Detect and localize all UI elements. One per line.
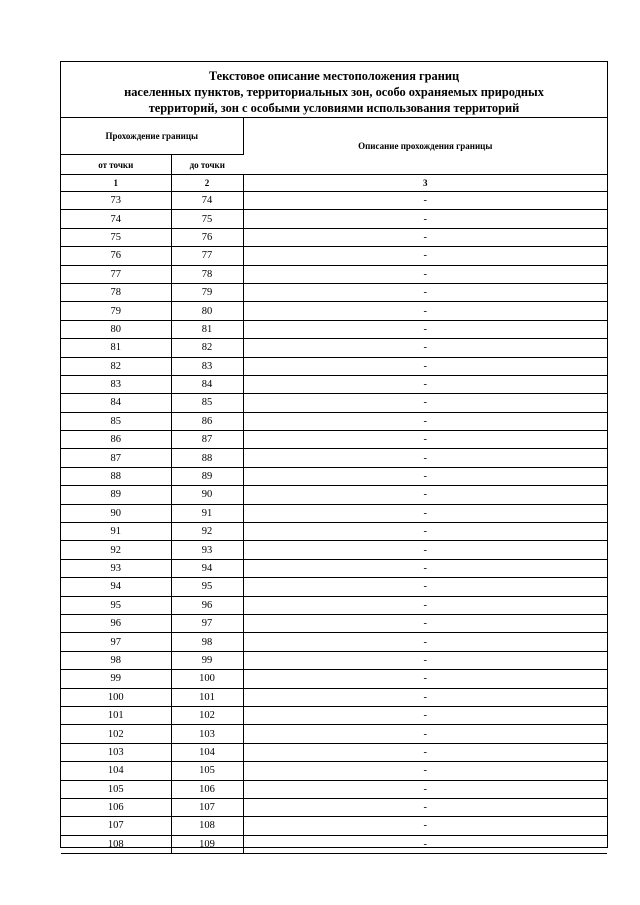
to-point-cell: 81: [171, 320, 243, 338]
description-cell: -: [243, 283, 607, 301]
from-point-cell: 106: [61, 798, 171, 816]
from-point-cell: 78: [61, 283, 171, 301]
table-row: [61, 541, 607, 559]
from-point-cell: 76: [61, 247, 171, 265]
table-row: [61, 486, 607, 504]
from-point-cell: 75: [61, 228, 171, 246]
description-cell: -: [243, 706, 607, 724]
table-row: [61, 449, 607, 467]
description-cell: -: [243, 265, 607, 283]
title-line-3: территорий, зон с особыми условиями использования территорий: [148, 101, 520, 115]
header-passage: Прохождение границы: [61, 118, 243, 155]
from-point-cell: 88: [61, 467, 171, 485]
table-row: [61, 559, 607, 577]
table-row: [61, 431, 607, 449]
table-row: [61, 817, 607, 835]
table-body: [61, 192, 607, 854]
to-point-cell: 82: [171, 339, 243, 357]
description-cell: -: [243, 633, 607, 651]
from-point-cell: 82: [61, 357, 171, 375]
to-point-cell: 83: [171, 357, 243, 375]
description-cell: -: [243, 228, 607, 246]
description-cell: -: [243, 614, 607, 632]
header-col-number-3: 3: [243, 175, 607, 192]
from-point-cell: 103: [61, 743, 171, 761]
from-point-cell: 79: [61, 302, 171, 320]
to-point-cell: 109: [171, 835, 243, 853]
to-point-cell: 74: [171, 192, 243, 210]
table-row: [61, 375, 607, 393]
table-row: [61, 706, 607, 724]
description-cell: -: [243, 486, 607, 504]
from-point-cell: 108: [61, 835, 171, 853]
from-point-cell: 73: [61, 192, 171, 210]
to-point-cell: 84: [171, 375, 243, 393]
description-cell: -: [243, 743, 607, 761]
table-row: [61, 596, 607, 614]
description-cell: -: [243, 394, 607, 412]
table-row: [61, 192, 607, 210]
to-point-cell: 100: [171, 670, 243, 688]
from-point-cell: 86: [61, 431, 171, 449]
to-point-cell: 93: [171, 541, 243, 559]
header-col-number-1: 1: [61, 175, 171, 192]
header-description: Описание прохождения границы: [243, 118, 607, 175]
table-row: [61, 412, 607, 430]
document-frame: [60, 61, 608, 848]
table-row: [61, 467, 607, 485]
to-point-cell: 107: [171, 798, 243, 816]
from-point-cell: 99: [61, 670, 171, 688]
to-point-cell: 96: [171, 596, 243, 614]
to-point-cell: 91: [171, 504, 243, 522]
description-cell: -: [243, 320, 607, 338]
to-point-cell: 101: [171, 688, 243, 706]
from-point-cell: 84: [61, 394, 171, 412]
description-cell: -: [243, 559, 607, 577]
table-row: [61, 780, 607, 798]
to-point-cell: 79: [171, 283, 243, 301]
table-row: [61, 302, 607, 320]
table-row: [61, 725, 607, 743]
description-cell: -: [243, 541, 607, 559]
from-point-cell: 93: [61, 559, 171, 577]
document-title: [61, 62, 607, 118]
table-row: [61, 265, 607, 283]
table-row: [61, 523, 607, 541]
header-from-point: от точки: [61, 155, 171, 175]
to-point-cell: 103: [171, 725, 243, 743]
table-row: [61, 651, 607, 669]
table-row: [61, 247, 607, 265]
from-point-cell: 83: [61, 375, 171, 393]
from-point-cell: 94: [61, 578, 171, 596]
description-cell: -: [243, 670, 607, 688]
table-row: [61, 504, 607, 522]
from-point-cell: 96: [61, 614, 171, 632]
description-cell: -: [243, 596, 607, 614]
to-point-cell: 80: [171, 302, 243, 320]
description-cell: -: [243, 523, 607, 541]
description-cell: -: [243, 449, 607, 467]
from-point-cell: 97: [61, 633, 171, 651]
description-cell: -: [243, 798, 607, 816]
to-point-cell: 92: [171, 523, 243, 541]
from-point-cell: 100: [61, 688, 171, 706]
from-point-cell: 105: [61, 780, 171, 798]
from-point-cell: 101: [61, 706, 171, 724]
description-cell: -: [243, 688, 607, 706]
from-point-cell: 80: [61, 320, 171, 338]
description-cell: -: [243, 578, 607, 596]
description-cell: -: [243, 835, 607, 853]
to-point-cell: 77: [171, 247, 243, 265]
to-point-cell: 97: [171, 614, 243, 632]
to-point-cell: 99: [171, 651, 243, 669]
to-point-cell: 86: [171, 412, 243, 430]
description-cell: -: [243, 725, 607, 743]
title-line-1: Текстовое описание местоположения границ: [208, 69, 460, 83]
to-point-cell: 87: [171, 431, 243, 449]
from-point-cell: 87: [61, 449, 171, 467]
table-row: [61, 688, 607, 706]
description-cell: -: [243, 431, 607, 449]
from-point-cell: 85: [61, 412, 171, 430]
description-cell: -: [243, 817, 607, 835]
to-point-cell: 108: [171, 817, 243, 835]
table-row: [61, 835, 607, 853]
to-point-cell: 76: [171, 228, 243, 246]
table-row: [61, 320, 607, 338]
from-point-cell: 89: [61, 486, 171, 504]
table-row: [61, 798, 607, 816]
description-cell: -: [243, 762, 607, 780]
from-point-cell: 81: [61, 339, 171, 357]
from-point-cell: 98: [61, 651, 171, 669]
from-point-cell: 90: [61, 504, 171, 522]
description-cell: -: [243, 651, 607, 669]
description-cell: -: [243, 247, 607, 265]
to-point-cell: 89: [171, 467, 243, 485]
from-point-cell: 104: [61, 762, 171, 780]
table-row: [61, 670, 607, 688]
table-row: [61, 614, 607, 632]
table-row: [61, 633, 607, 651]
from-point-cell: 91: [61, 523, 171, 541]
table-row: [61, 283, 607, 301]
table-row: [61, 339, 607, 357]
description-cell: -: [243, 504, 607, 522]
to-point-cell: 85: [171, 394, 243, 412]
to-point-cell: 102: [171, 706, 243, 724]
to-point-cell: 106: [171, 780, 243, 798]
to-point-cell: 78: [171, 265, 243, 283]
description-cell: -: [243, 467, 607, 485]
title-line-2: населенных пунктов, территориальных зон, особо охраняемых природных: [124, 85, 544, 99]
description-cell: -: [243, 375, 607, 393]
from-point-cell: 107: [61, 817, 171, 835]
to-point-cell: 95: [171, 578, 243, 596]
description-cell: -: [243, 780, 607, 798]
table-row: [61, 743, 607, 761]
to-point-cell: 88: [171, 449, 243, 467]
header-col-number-2: 2: [171, 175, 243, 192]
table-row: [61, 210, 607, 228]
table-row: [61, 578, 607, 596]
from-point-cell: 92: [61, 541, 171, 559]
description-cell: -: [243, 357, 607, 375]
from-point-cell: 102: [61, 725, 171, 743]
to-point-cell: 98: [171, 633, 243, 651]
table-row: [61, 357, 607, 375]
description-cell: -: [243, 412, 607, 430]
to-point-cell: 90: [171, 486, 243, 504]
description-cell: -: [243, 339, 607, 357]
table-row: [61, 394, 607, 412]
to-point-cell: 104: [171, 743, 243, 761]
to-point-cell: 75: [171, 210, 243, 228]
to-point-cell: 105: [171, 762, 243, 780]
description-cell: -: [243, 302, 607, 320]
from-point-cell: 77: [61, 265, 171, 283]
table-row: [61, 228, 607, 246]
header-to-point: до точки: [171, 155, 243, 175]
description-cell: -: [243, 192, 607, 210]
from-point-cell: 74: [61, 210, 171, 228]
from-point-cell: 95: [61, 596, 171, 614]
boundary-table: [61, 118, 607, 854]
to-point-cell: 94: [171, 559, 243, 577]
table-row: [61, 762, 607, 780]
description-cell: -: [243, 210, 607, 228]
